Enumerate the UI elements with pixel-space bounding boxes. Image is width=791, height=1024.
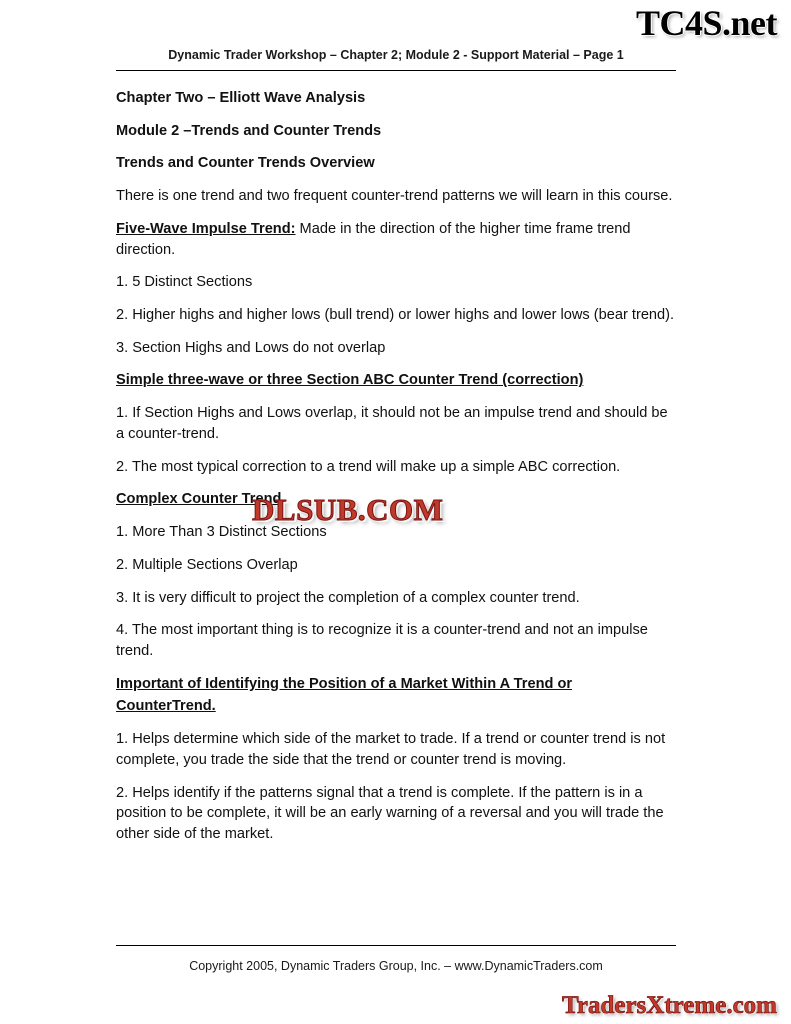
header-divider: [116, 70, 676, 71]
module-title: Module 2 –Trends and Counter Trends: [116, 122, 382, 139]
overview-item-1: 1. 5 Distinct Sections: [116, 274, 253, 291]
impulse-lead: Five-Wave Impulse Trend:: [116, 220, 296, 237]
abc-heading: Simple three-wave or three Section ABC Counter Trend (correction): [116, 372, 584, 389]
footer-divider: [116, 945, 676, 946]
complex-item-3: 3. It is very difficult to project the completion of a complex counter trend.: [116, 589, 580, 606]
abc-item-1: 1. If Section Highs and Lows overlap, it should not be an impulse trend and should be a counter-trend.: [116, 405, 668, 442]
importance-heading-line1: Important of Identifying the Position of a Market Within A Trend or: [116, 675, 573, 692]
overview-heading: Trends and Counter Trends Overview: [116, 155, 375, 172]
watermark-center: DLSUB.COM: [252, 492, 444, 527]
page-header: Dynamic Trader Workshop – Chapter 2; Module 2 - Support Material – Page 1: [168, 48, 624, 62]
impulse-paragraph: [116, 219, 678, 260]
importance-item-2: 2. Helps identify if the patterns signal that a trend is complete. If the pattern is in a position to be complete, it will be an early warning of a reversal and you will trade the other side of the market.: [116, 784, 664, 842]
complex-item-2: 2. Multiple Sections Overlap: [116, 556, 298, 573]
importance-heading-line2: CounterTrend.: [116, 698, 216, 715]
abc-item-2: 2. The most typical correction to a trend will make up a simple ABC correction.: [116, 458, 621, 475]
watermark-bottom-right: TradersXtreme.com: [562, 992, 777, 1019]
overview-intro: There is one trend and two frequent counter-trend patterns we will learn in this course.: [116, 188, 673, 205]
overview-item-2: 2. Higher highs and higher lows (bull trend) or lower highs and lower lows (bear trend).: [116, 307, 675, 324]
document-body: [116, 88, 678, 857]
complex-item-4: 4. The most important thing is to recognize it is a counter-trend and not an impulse trend.: [116, 622, 648, 659]
page-footer: Copyright 2005, Dynamic Traders Group, Inc. – www.DynamicTraders.com: [189, 959, 603, 973]
complex-item-1: 1. More Than 3 Distinct Sections: [116, 524, 327, 541]
impulse-rest: Made in the direction of the higher time frame trend direction.: [116, 220, 631, 258]
complex-heading: Complex Counter Trend: [116, 491, 282, 508]
chapter-title: Chapter Two – Elliott Wave Analysis: [116, 90, 366, 106]
overview-item-3: 3. Section Highs and Lows do not overlap: [116, 339, 386, 356]
watermark-top-right: TC4S.net: [635, 3, 777, 43]
importance-item-1: 1. Helps determine which side of the market to trade. If a trend or counter trend is not complete, you trade the side that the trend or counter trend is moving.: [116, 731, 666, 768]
